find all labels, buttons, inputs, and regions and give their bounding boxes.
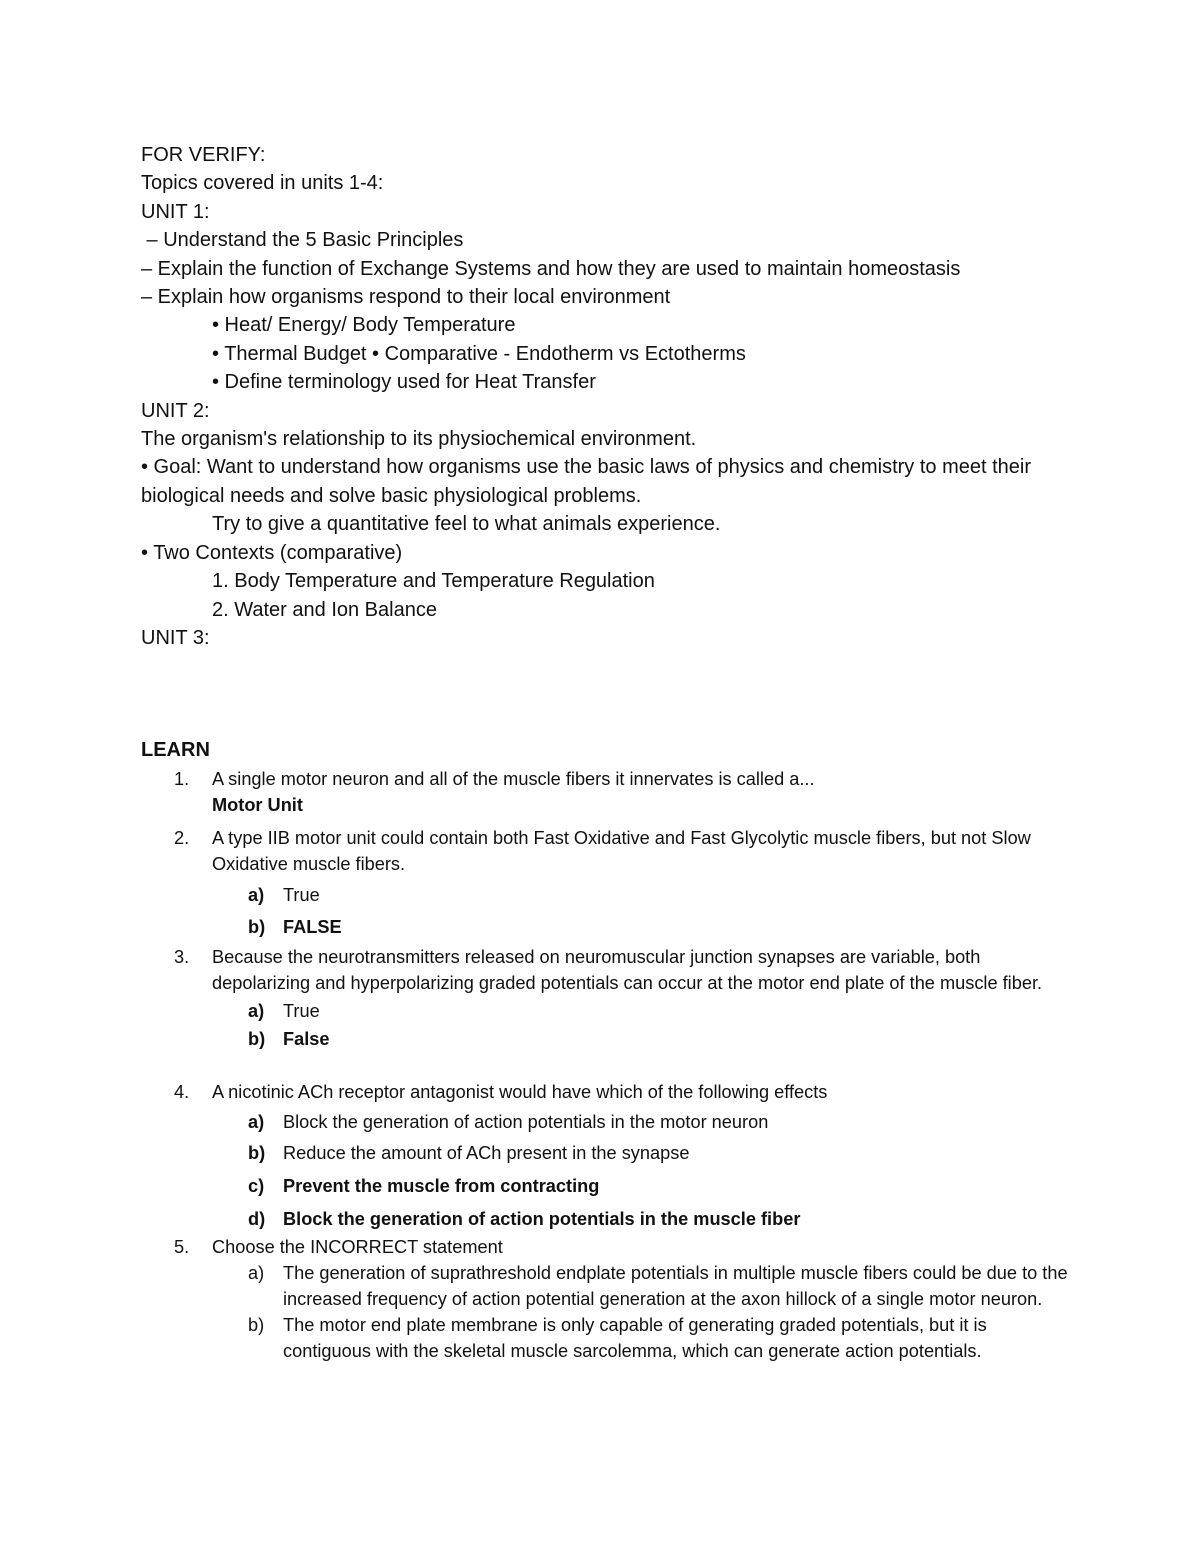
question-answer: Motor Unit: [212, 795, 303, 815]
question-2: [141, 825, 1071, 940]
option-text: The generation of suprathreshold endplate potentials in multiple muscle fibers could be due to the increased frequency of action potential generation at the axon hillock of a single motor neuron.: [283, 1263, 1068, 1309]
option-label: a): [248, 885, 265, 905]
answer-option: [212, 998, 1071, 1024]
unit-1-heading: UNIT 1:: [141, 200, 210, 223]
question-text: A nicotinic ACh receptor antagonist would have which of the following effects: [212, 1082, 828, 1102]
option-label: a): [248, 1001, 265, 1021]
unit-2-context-item: 2. Water and Ion Balance: [212, 598, 437, 621]
topics-section: [141, 141, 1101, 652]
option-label: a): [248, 1263, 265, 1283]
unit-1-item: – Explain how organisms respond to their local environment: [141, 286, 671, 309]
unit-2-context-item: 1. Body Temperature and Temperature Regulation: [212, 570, 655, 593]
answer-option: [212, 1260, 1071, 1312]
option-label: b): [248, 1029, 266, 1049]
answer-option: [212, 1140, 1071, 1166]
question-1: [141, 766, 1071, 818]
unit-1-subitem: • Define terminology used for Heat Transfer: [212, 371, 596, 394]
question-3: [141, 944, 1071, 1052]
option-text: True: [283, 885, 320, 905]
option-label: a): [248, 1112, 265, 1132]
unit-2-contexts: • Two Contexts (comparative): [141, 541, 403, 564]
answer-option: [212, 914, 1071, 940]
question-number: 5.: [174, 1237, 190, 1257]
option-text: The motor end plate membrane is only capable of generating graded potentials, but it is contiguous with the skeletal muscle sarcolemma, which can generate action potentials.: [283, 1315, 987, 1361]
option-text: True: [283, 1001, 320, 1021]
question-4: [141, 1079, 1071, 1232]
option-label: b): [248, 917, 266, 937]
option-label: b): [248, 1143, 266, 1163]
answer-option: [212, 1312, 1071, 1364]
question-number: 2.: [174, 828, 190, 848]
unit-2-note: Try to give a quantitative feel to what animals experience.: [212, 513, 721, 536]
unit-1-subitem: • Thermal Budget • Comparative - Endotherm vs Ectotherms: [212, 342, 746, 365]
question-text: Because the neurotransmitters released on neuromuscular junction synapses are variable, both depolarizing and hyperpolarizing graded potentials can occur at the motor end plate of the muscle fiber.: [212, 947, 1043, 993]
option-label: c): [248, 1176, 265, 1196]
unit-1-item: – Explain the function of Exchange Systems and how they are used to maintain homeostasis: [141, 257, 961, 280]
option-text: False: [283, 1029, 330, 1049]
unit-1-subitem: • Heat/ Energy/ Body Temperature: [212, 314, 516, 337]
option-text: Block the generation of action potentials in the muscle fiber: [283, 1209, 801, 1229]
option-text: Prevent the muscle from contracting: [283, 1176, 600, 1196]
topics-intro: Topics covered in units 1-4:: [141, 172, 384, 195]
option-label: d): [248, 1209, 266, 1229]
question-number: 3.: [174, 947, 190, 967]
option-text: FALSE: [283, 917, 342, 937]
unit-1-item: – Understand the 5 Basic Principles: [141, 229, 464, 252]
option-text: Reduce the amount of ACh present in the synapse: [283, 1143, 690, 1163]
question-number: 4.: [174, 1082, 190, 1102]
unit-3-heading: UNIT 3:: [141, 626, 210, 649]
answer-option: [212, 1109, 1071, 1135]
question-text: Choose the INCORRECT statement: [212, 1237, 503, 1257]
option-text: Block the generation of action potentials in the motor neuron: [283, 1112, 769, 1132]
answer-option: [212, 1173, 1071, 1199]
question-text: A type IIB motor unit could contain both Fast Oxidative and Fast Glycolytic muscle fibers, but not Slow Oxidative muscle fibers.: [212, 828, 1031, 874]
answer-option: [212, 1026, 1071, 1052]
question-text: A single motor neuron and all of the muscle fibers it innervates is called a...: [212, 769, 815, 789]
question-5: [141, 1234, 1071, 1364]
unit-2-goal: • Goal: Want to understand how organisms use the basic laws of physics and chemistry to meet their biological needs and solve basic physiological problems.: [141, 456, 1032, 507]
answer-option: [212, 882, 1071, 908]
option-label: b): [248, 1315, 265, 1335]
unit-2-description: The organism's relationship to its physiochemical environment.: [141, 428, 697, 451]
learn-heading: LEARN: [141, 739, 210, 761]
question-number: 1.: [174, 769, 190, 789]
doc-heading: FOR VERIFY:: [141, 144, 266, 166]
unit-2-heading: UNIT 2:: [141, 399, 210, 422]
answer-option: [212, 1206, 1071, 1232]
